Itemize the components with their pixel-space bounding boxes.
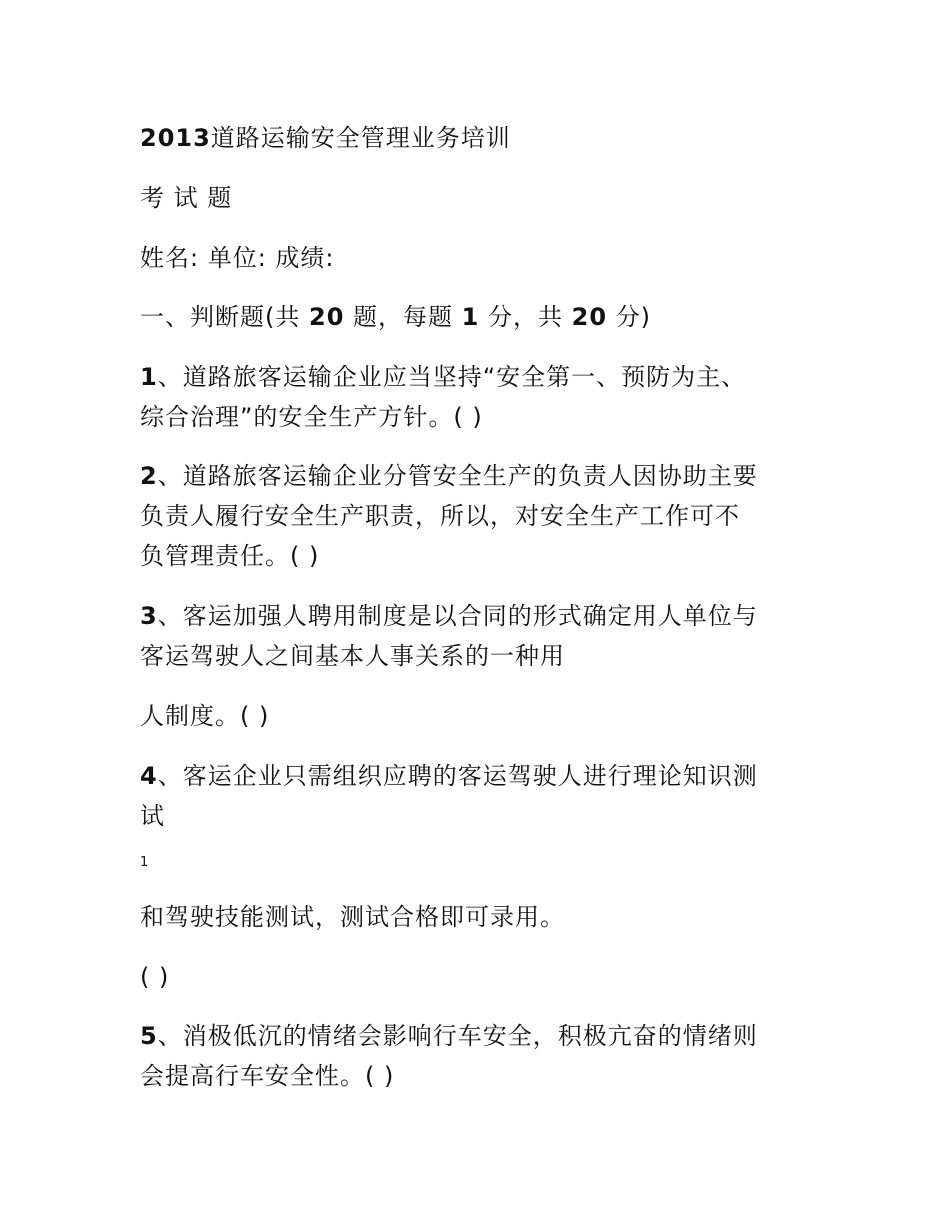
question-1-line-2: 综合治理”的安全生产方针。( ) [140,403,483,431]
question-text: 、客运加强人聘用制度是以合同的形式确定用人单位与 [157,602,758,630]
section-mid1: 题，每题 [344,303,462,331]
question-text: 、客运企业只需组织应聘的客运驾驶人进行理论知识测 [157,762,758,790]
section-mid2: 分，共 [479,303,572,331]
title-text: 道路运输安全管理业务培训 [210,124,511,152]
question-3-line-1 [140,601,758,631]
question-1-line-1 [140,362,746,392]
section-total-points: 20 [571,303,608,331]
question-4-line-3: 和驾驶技能测试，测试合格即可录用。 [140,903,565,931]
question-2-line-1 [140,461,758,491]
question-number: 5 [140,1022,158,1050]
question-4-line-4: ( ) [140,963,170,991]
question-text: 、消极低沉的情绪会影响行车安全，积极亢奋的情绪则 [157,1022,758,1050]
question-5-line-2: 会提高行车安全性。( ) [140,1062,395,1090]
question-text: 、道路旅客运输企业分管安全生产的负责人因协助主要 [157,462,758,490]
question-number: 4 [140,762,158,790]
section-points-each: 1 [461,303,480,331]
document-subtitle: 考 试 题 [140,184,233,212]
question-2-line-2: 负责人履行安全生产职责，所以，对安全生产工作可不 [140,502,740,530]
page-number: 1 [140,855,149,870]
question-number: 1 [140,363,158,391]
section-total-questions: 20 [309,303,345,331]
section-heading [140,302,651,332]
info-line: 姓名: 单位: 成绩: [140,244,335,272]
section-suffix: 分) [607,303,652,331]
question-number: 3 [140,602,158,630]
question-number: 2 [140,462,158,490]
title-year: 2013 [140,124,211,152]
question-3-line-3: 人制度。( ) [140,702,270,730]
question-5-line-1 [140,1021,758,1051]
document-title [140,123,511,153]
question-4-line-1 [140,761,758,791]
question-4-line-2: 试 [140,802,165,830]
section-prefix: 一、判断题(共 [140,303,309,331]
question-2-line-3: 负管理责任。( ) [140,542,320,570]
question-text: 、道路旅客运输企业应当坚持“安全第一、预防为主、 [157,363,747,391]
question-3-line-2: 客运驾驶人之间基本人事关系的一种用 [140,642,565,670]
